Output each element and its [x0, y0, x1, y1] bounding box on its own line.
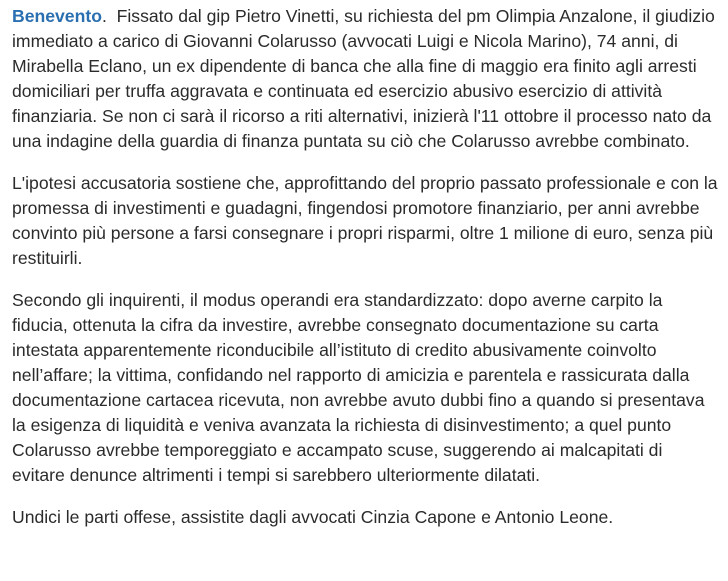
dateline-separator: .	[101, 6, 117, 26]
article-paragraph-2: L'ipotesi accusatoria sostiene che, approfittando del proprio passato professionale e con la promessa di investimenti e guadagni, fingendosi promotore finanziario, per anni avrebbe convinto più persone a farsi consegnare i propri risparmi, oltre 1 milione di euro, senza più restituirli.	[12, 173, 718, 268]
article-paragraph-4: Undici le parti offese, assistite dagli avvocati Cinzia Capone e Antonio Leone.	[12, 507, 614, 527]
article-dateline: Benevento	[12, 6, 102, 26]
paragraph-1-text: Fissato dal gip Pietro Vinetti, su richiesta del pm Olimpia Anzalone, il giudizio immediato a carico di Giovanni Colarusso (avvocati Luigi e Nicola Marino), 74 anni, di Mirabella Eclano, un ex dipendente di banca che alla fine di maggio era finito agli arresti domiciliari per truffa aggravata e continuata ed esercizio abusivo esercizio di attività finanziaria. Se non ci sarà il ricorso a riti alternativi, inizierà l'11 ottobre il processo nato da una indagine della guardia di finanza puntata su ciò che Colarusso avrebbe combinato.	[12, 6, 715, 151]
article-paragraph-3: Secondo gli inquirenti, il modus operandi era standardizzato: dopo averne carpito la fiducia, ottenuta la cifra da investire, avrebbe consegnato documentazione su carta intestata apparentemente riconducibile all’istituto di credito abusivamente coinvolto nell’affare; la vittima, confidando nel rapporto di amicizia e parentela e rassicurata dalla documentazione cartacea ricevuta, non avrebbe avuto dubbi fino a quando si presentava la esigenza di liquidità e veniva avanzata la richiesta di disinvestimento; a quel punto Colarusso avrebbe temporeggiato e accampato scuse, suggerendo ai malcapitati di evitare denunce altrimenti i tempi si sarebbero ulteriormente dilatati.	[12, 290, 705, 485]
article-paragraph-1	[12, 4, 718, 154]
